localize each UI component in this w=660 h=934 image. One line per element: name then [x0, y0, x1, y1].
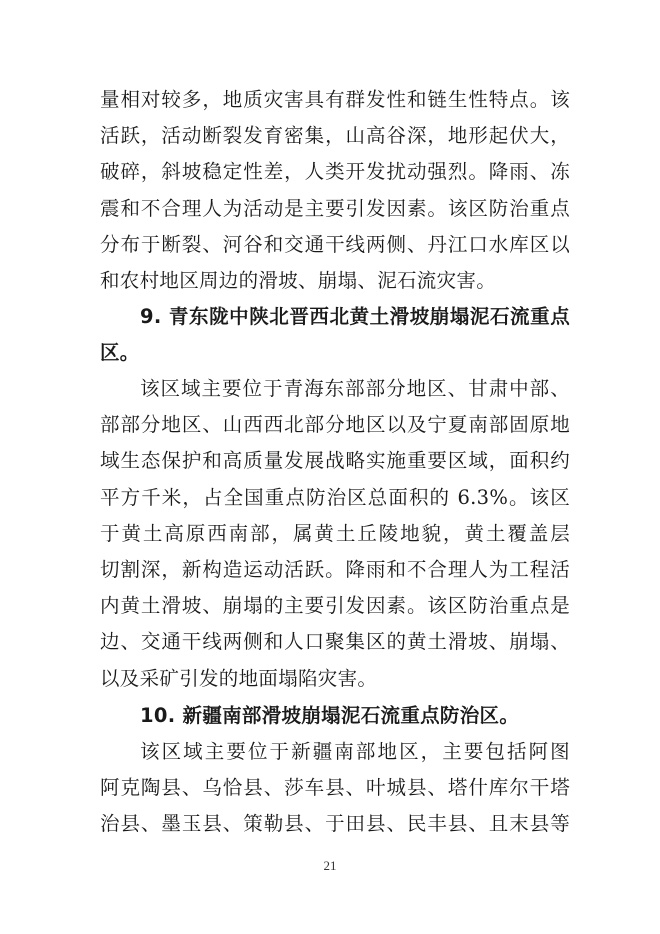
- text-line: 分布于断裂、河谷和交通干线两侧、丹江口水库区以: [100, 232, 570, 256]
- text-line: 量相对较多，地质灾害具有群发性和链生性特点。该: [100, 88, 570, 111]
- section-10-heading: [100, 698, 570, 734]
- text-line: 该区域主要位于青海东部部分地区、甘肃中部、: [140, 377, 570, 400]
- text-line: 切割深，新构造运动活跃。降雨和不合理人为工程活: [100, 557, 570, 581]
- text-line: 域生态保护和高质量发展战略实施重要区域，面积约: [100, 449, 570, 473]
- heading-line: 区。: [100, 341, 140, 365]
- text-line: 破碎，斜坡稳定性差，人类开发扰动强烈。降雨、冻: [100, 160, 570, 184]
- text-line: 部部分地区、山西西北部分地区以及宁夏南部固原地: [100, 413, 570, 437]
- text-line: 以及采矿引发的地面塌陷灾害。: [100, 666, 378, 690]
- paragraph-continued: [100, 82, 570, 299]
- text-line: 治县、墨玉县、策勒县、于田县、民丰县、且末县等: [100, 812, 570, 836]
- text-line: 阿克陶县、乌恰县、莎车县、叶城县、塔什库尔干塔: [100, 776, 570, 800]
- section-9-heading: [100, 299, 570, 371]
- text-line: 内黄土滑坡、崩塌的主要引发因素。该区防治重点是: [100, 594, 570, 618]
- text-line: 平方千米，占全国重点防治区总面积的 6.3%。该区: [100, 485, 570, 509]
- text-line: 活跃，活动断裂发育密集，山高谷深，地形起伏大，: [100, 124, 570, 148]
- page-number: 21: [323, 858, 337, 873]
- text-line: 震和不合理人为活动是主要引发因素。该区防治重点: [100, 196, 570, 220]
- text-line: 于黄土高原西南部，属黄土丘陵地貌，黄土覆盖层: [100, 521, 570, 545]
- section-10-body: [100, 734, 570, 843]
- section-9-body: [100, 371, 570, 697]
- text-line: 该区域主要位于新疆南部地区，主要包括阿图: [140, 740, 570, 763]
- text-line: 和农村地区周边的滑坡、崩塌、泥石流灾害。: [100, 268, 497, 292]
- heading-line: 9. 青东陇中陕北晋西北黄土滑坡崩塌泥石流重点: [140, 305, 570, 328]
- text-line: 边、交通干线两侧和人口聚集区的黄土滑坡、崩塌、: [100, 630, 570, 654]
- heading-line: 10. 新疆南部滑坡崩塌泥石流重点防治区。: [140, 704, 520, 727]
